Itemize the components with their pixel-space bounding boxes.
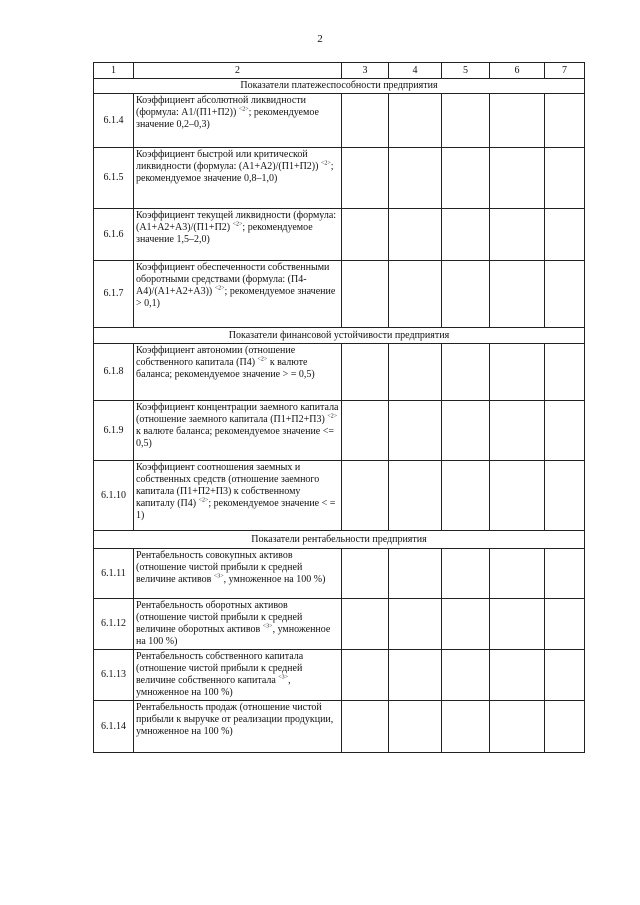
value-cell	[342, 209, 389, 261]
row-number: 6.1.12	[94, 599, 134, 650]
indicators-table	[93, 62, 585, 753]
table-row	[94, 650, 585, 701]
row-number: 6.1.8	[94, 344, 134, 401]
table-row	[94, 209, 585, 261]
row-description: Рентабельность собственного капитала (отношение чистой прибыли к средней величине собственного капитала $^{<3>}$, умноженное на 100 %)	[134, 650, 342, 701]
row-number: 6.1.5	[94, 148, 134, 209]
value-cell	[490, 461, 545, 531]
value-cell	[490, 209, 545, 261]
value-cell	[389, 549, 442, 599]
row-description: Коэффициент автономии (отношение собственного капитала (П4) $^{<2>}$ к валюте баланса; рекомендуемое значение > = 0,5)	[134, 344, 342, 401]
header-cell: 7	[545, 63, 585, 79]
row-description: Коэффициент абсолютной ликвидности (формула: А1/(П1+П2)) $^{<2>}$; рекомендуемое значение 0,2–0,3)	[134, 94, 342, 148]
value-cell	[490, 599, 545, 650]
value-cell	[389, 701, 442, 753]
value-cell	[342, 401, 389, 461]
value-cell	[442, 401, 490, 461]
header-cell: 6	[490, 63, 545, 79]
row-description: Рентабельность продаж (отношение чистой прибыли к выручке от реализации продукции, умноженное на 100 %)	[134, 701, 342, 753]
value-cell	[442, 344, 490, 401]
value-cell	[442, 461, 490, 531]
table-row	[94, 94, 585, 148]
value-cell	[389, 94, 442, 148]
value-cell	[389, 461, 442, 531]
row-description: Рентабельность совокупных активов (отношение чистой прибыли к средней величине активов $^{<3>}$, умноженное на 100 %)	[134, 549, 342, 599]
value-cell	[389, 650, 442, 701]
value-cell	[545, 701, 585, 753]
value-cell	[442, 209, 490, 261]
value-cell	[545, 209, 585, 261]
value-cell	[490, 148, 545, 209]
value-cell	[442, 94, 490, 148]
value-cell	[490, 94, 545, 148]
value-cell	[342, 148, 389, 209]
value-cell	[342, 549, 389, 599]
value-cell	[442, 599, 490, 650]
row-number: 6.1.11	[94, 549, 134, 599]
row-number: 6.1.13	[94, 650, 134, 701]
value-cell	[389, 599, 442, 650]
value-cell	[389, 344, 442, 401]
table-row	[94, 549, 585, 599]
page-number: 2	[317, 33, 323, 45]
value-cell	[545, 261, 585, 328]
header-cell: 1	[94, 63, 134, 79]
row-description: Коэффициент концентрации заемного капитала (отношение заемного капитала (П1+П2+П3) $^{<2>}$ к валюте баланса; рекомендуемое значение <= 0,5)	[134, 401, 342, 461]
row-number: 6.1.4	[94, 94, 134, 148]
section-header-row	[94, 328, 585, 344]
section-header-row	[94, 531, 585, 549]
value-cell	[545, 549, 585, 599]
section-title: Показатели платежеспособности предприятия	[94, 79, 585, 94]
header-cell: 5	[442, 63, 490, 79]
value-cell	[490, 549, 545, 599]
table-header-row	[94, 63, 585, 79]
value-cell	[545, 344, 585, 401]
value-cell	[442, 148, 490, 209]
value-cell	[342, 461, 389, 531]
table-row	[94, 599, 585, 650]
value-cell	[442, 549, 490, 599]
row-number: 6.1.6	[94, 209, 134, 261]
row-description: Коэффициент текущей ликвидности (формула: (А1+А2+А3)/(П1+П2) $^{<2>}$; рекомендуемое значение 1,5–2,0)	[134, 209, 342, 261]
row-number: 6.1.9	[94, 401, 134, 461]
section-header-row	[94, 79, 585, 94]
value-cell	[545, 148, 585, 209]
value-cell	[342, 94, 389, 148]
value-cell	[342, 344, 389, 401]
row-description: Коэффициент соотношения заемных и собственных средств (отношение заемного капитала (П1+П2+П3) к собственному капиталу (П4) $^{<2>}$; рекомендуемое значение < = 1)	[134, 461, 342, 531]
value-cell	[342, 599, 389, 650]
value-cell	[490, 701, 545, 753]
value-cell	[389, 209, 442, 261]
value-cell	[545, 401, 585, 461]
value-cell	[490, 344, 545, 401]
value-cell	[545, 94, 585, 148]
row-number: 6.1.7	[94, 261, 134, 328]
section-title: Показатели рентабельности предприятия	[94, 531, 585, 549]
value-cell	[389, 261, 442, 328]
value-cell	[490, 261, 545, 328]
table-row	[94, 344, 585, 401]
value-cell	[442, 650, 490, 701]
value-cell	[389, 401, 442, 461]
value-cell	[490, 401, 545, 461]
table-row	[94, 148, 585, 209]
value-cell	[545, 599, 585, 650]
value-cell	[545, 461, 585, 531]
header-cell: 4	[389, 63, 442, 79]
row-description: Рентабельность оборотных активов (отношение чистой прибыли к средней величине оборотных активов $^{<3>}$, умноженное на 100 %)	[134, 599, 342, 650]
value-cell	[545, 650, 585, 701]
value-cell	[442, 701, 490, 753]
row-description: Коэффициент быстрой или критической ликвидности (формула: (А1+А2)/(П1+П2)) $^{<2>}$; рекомендуемое значение 0,8–1,0)	[134, 148, 342, 209]
row-description: Коэффициент обеспеченности собственными оборотными средствами (формула: (П4-А4)/(А1+А2+А3)) $^{<2>}$; рекомендуемое значение > 0,1)	[134, 261, 342, 328]
value-cell	[490, 650, 545, 701]
row-number: 6.1.14	[94, 701, 134, 753]
table-row	[94, 261, 585, 328]
table-row	[94, 461, 585, 531]
table-row	[94, 401, 585, 461]
value-cell	[342, 701, 389, 753]
header-cell: 2	[134, 63, 342, 79]
value-cell	[389, 148, 442, 209]
value-cell	[342, 261, 389, 328]
section-title: Показатели финансовой устойчивости предприятия	[94, 328, 585, 344]
row-number: 6.1.10	[94, 461, 134, 531]
table-row	[94, 701, 585, 753]
value-cell	[442, 261, 490, 328]
value-cell	[342, 650, 389, 701]
header-cell: 3	[342, 63, 389, 79]
